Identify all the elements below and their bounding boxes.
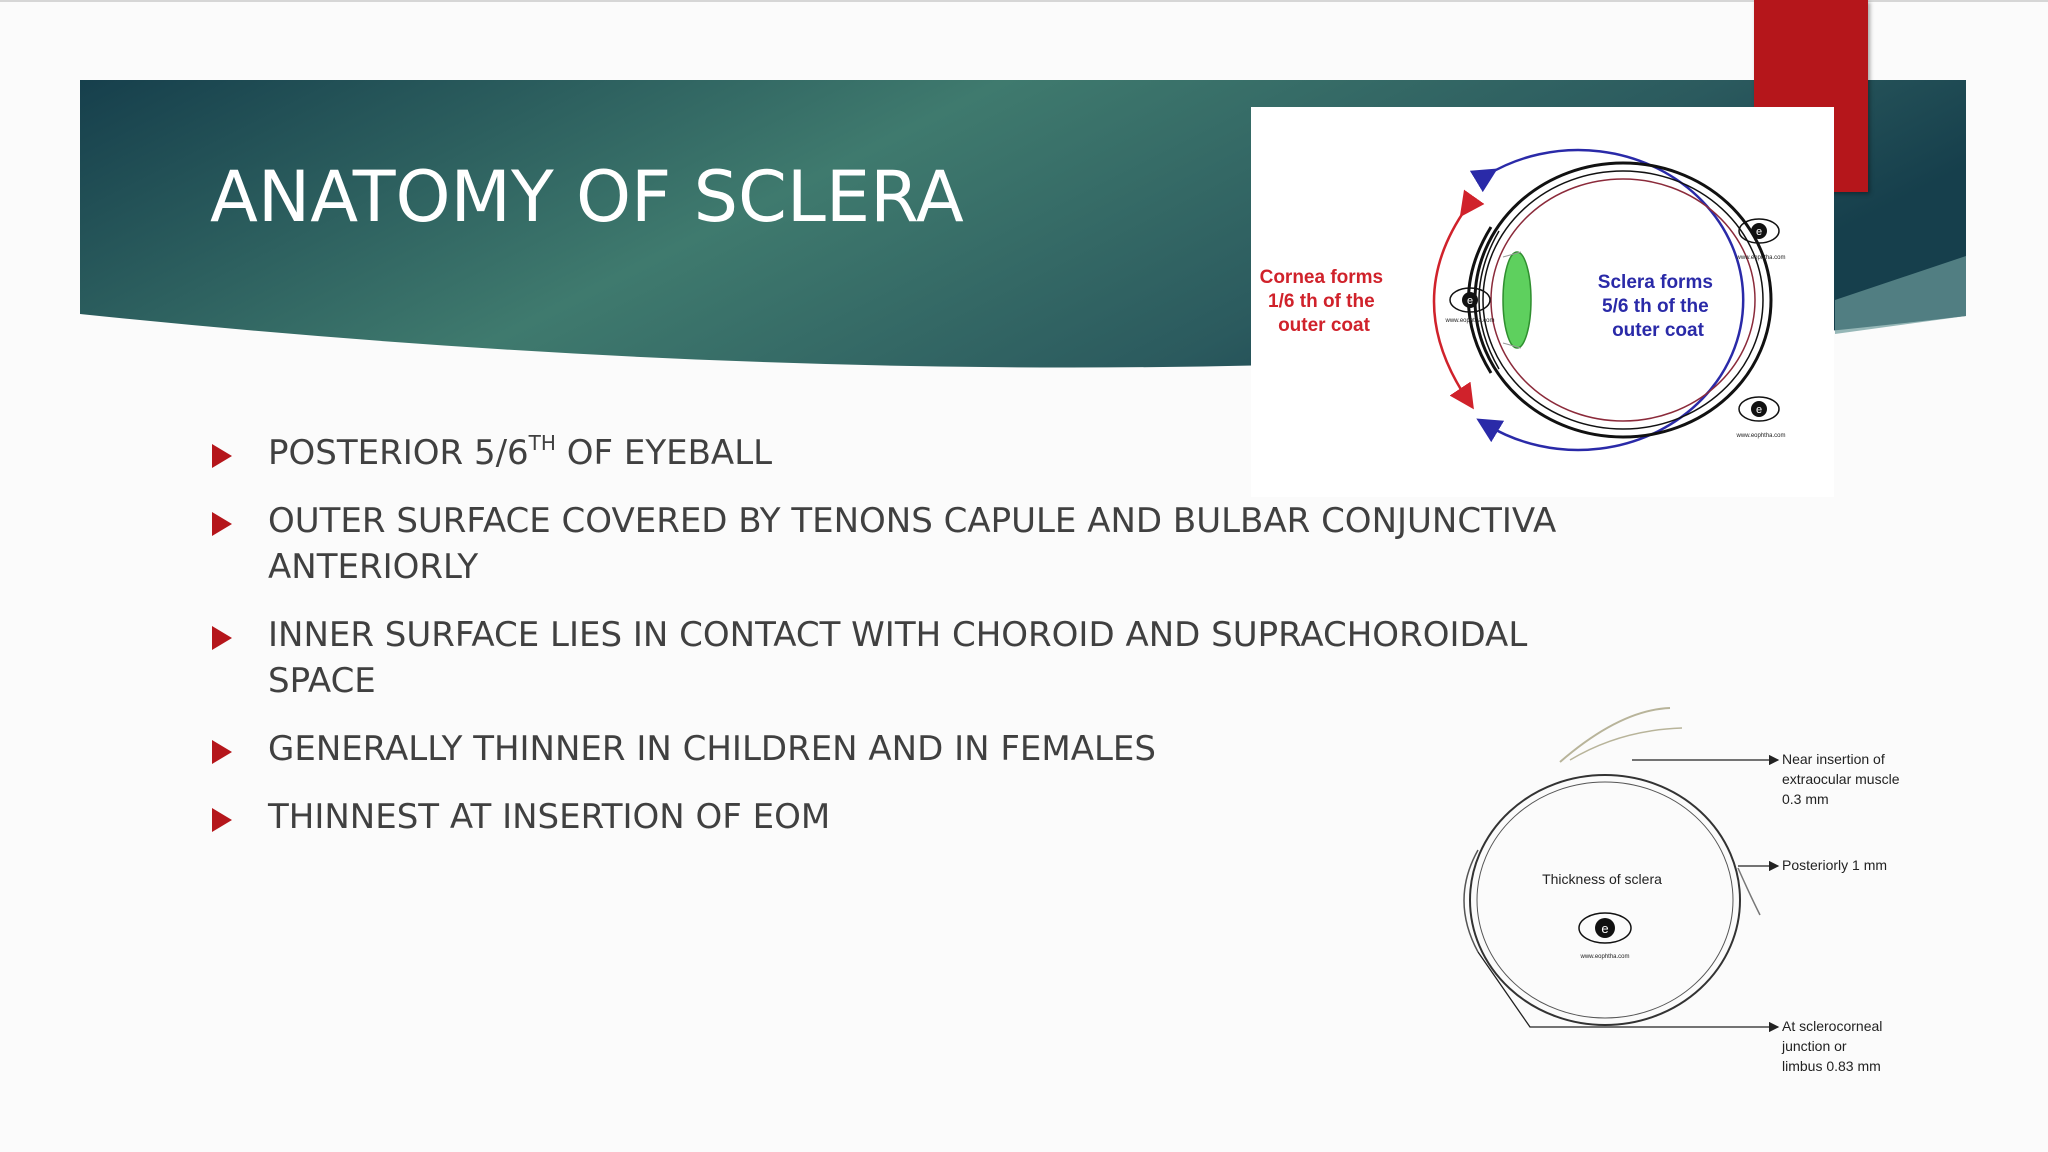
bullet-item (210, 498, 1630, 590)
sclera-thickness-diagram (1420, 690, 1960, 1090)
bullet-item (210, 794, 1630, 840)
svg-text:e: e (1755, 404, 1763, 416)
bullet-arrow-icon (212, 626, 232, 650)
svg-text:e: e (1755, 226, 1763, 238)
figure-outer-coat (1251, 107, 1834, 497)
svg-text:e: e (1601, 921, 1609, 936)
svg-text:www.eophtha.com: www.eophtha.com (1580, 954, 1630, 960)
watermark-eye-icon (1735, 219, 1785, 261)
watermark-eye-icon (1579, 913, 1631, 960)
bullet-arrow-icon (212, 512, 232, 536)
figure-sclera-thickness (1420, 690, 1960, 1090)
bullet-text: OUTER SURFACE COVERED BY TENONS CAPULE AND BULBAR CONJUNCTIVA ANTERIORLY (268, 501, 1557, 587)
bullet-text: INNER SURFACE LIES IN CONTACT WITH CHOROID AND SUPRACHOROIDAL SPACE (268, 615, 1528, 701)
bullet-text: THINNEST AT INSERTION OF EOM (268, 797, 831, 837)
thickness-center-label: Thickness of sclera (1542, 871, 1662, 887)
bullet-item (210, 726, 1630, 772)
watermark-eye-icon (1735, 397, 1785, 439)
eom-insertion-label: Near insertion of extraocular muscle 0.3 mm (1782, 751, 1900, 807)
limbus-thickness-label: At sclerocorneal junction or limbus 0.83 mm (1782, 1018, 1883, 1074)
svg-text:e: e (1466, 295, 1474, 307)
bullet-arrow-icon (212, 444, 232, 468)
posterior-thickness-label: Posteriorly 1 mm (1782, 857, 1888, 873)
bullet-text: POSTERIOR 5/6TH OF EYEBALL (268, 431, 773, 473)
eye-cross-section-diagram (1251, 107, 1834, 497)
superscript: TH (528, 431, 556, 455)
bullet-item (210, 612, 1630, 704)
svg-text:www.eophtha.com: www.eophtha.com (1445, 318, 1495, 324)
bullet-arrow-icon (212, 808, 232, 832)
cornea-label: Cornea forms 1/6 th of the outer coat (1259, 267, 1384, 336)
svg-text:www.eophtha.com: www.eophtha.com (1736, 255, 1786, 261)
bullet-text: GENERALLY THINNER IN CHILDREN AND IN FEMALES (268, 729, 1157, 769)
sclera-label: Sclera forms 5/6 th of the outer coat (1597, 272, 1713, 341)
watermark-eye-icon (1444, 288, 1494, 324)
bullet-arrow-icon (212, 740, 232, 764)
svg-text:www.eophtha.com: www.eophtha.com (1736, 433, 1786, 439)
slide-title: ANATOMY OF SCLERA (210, 156, 964, 238)
